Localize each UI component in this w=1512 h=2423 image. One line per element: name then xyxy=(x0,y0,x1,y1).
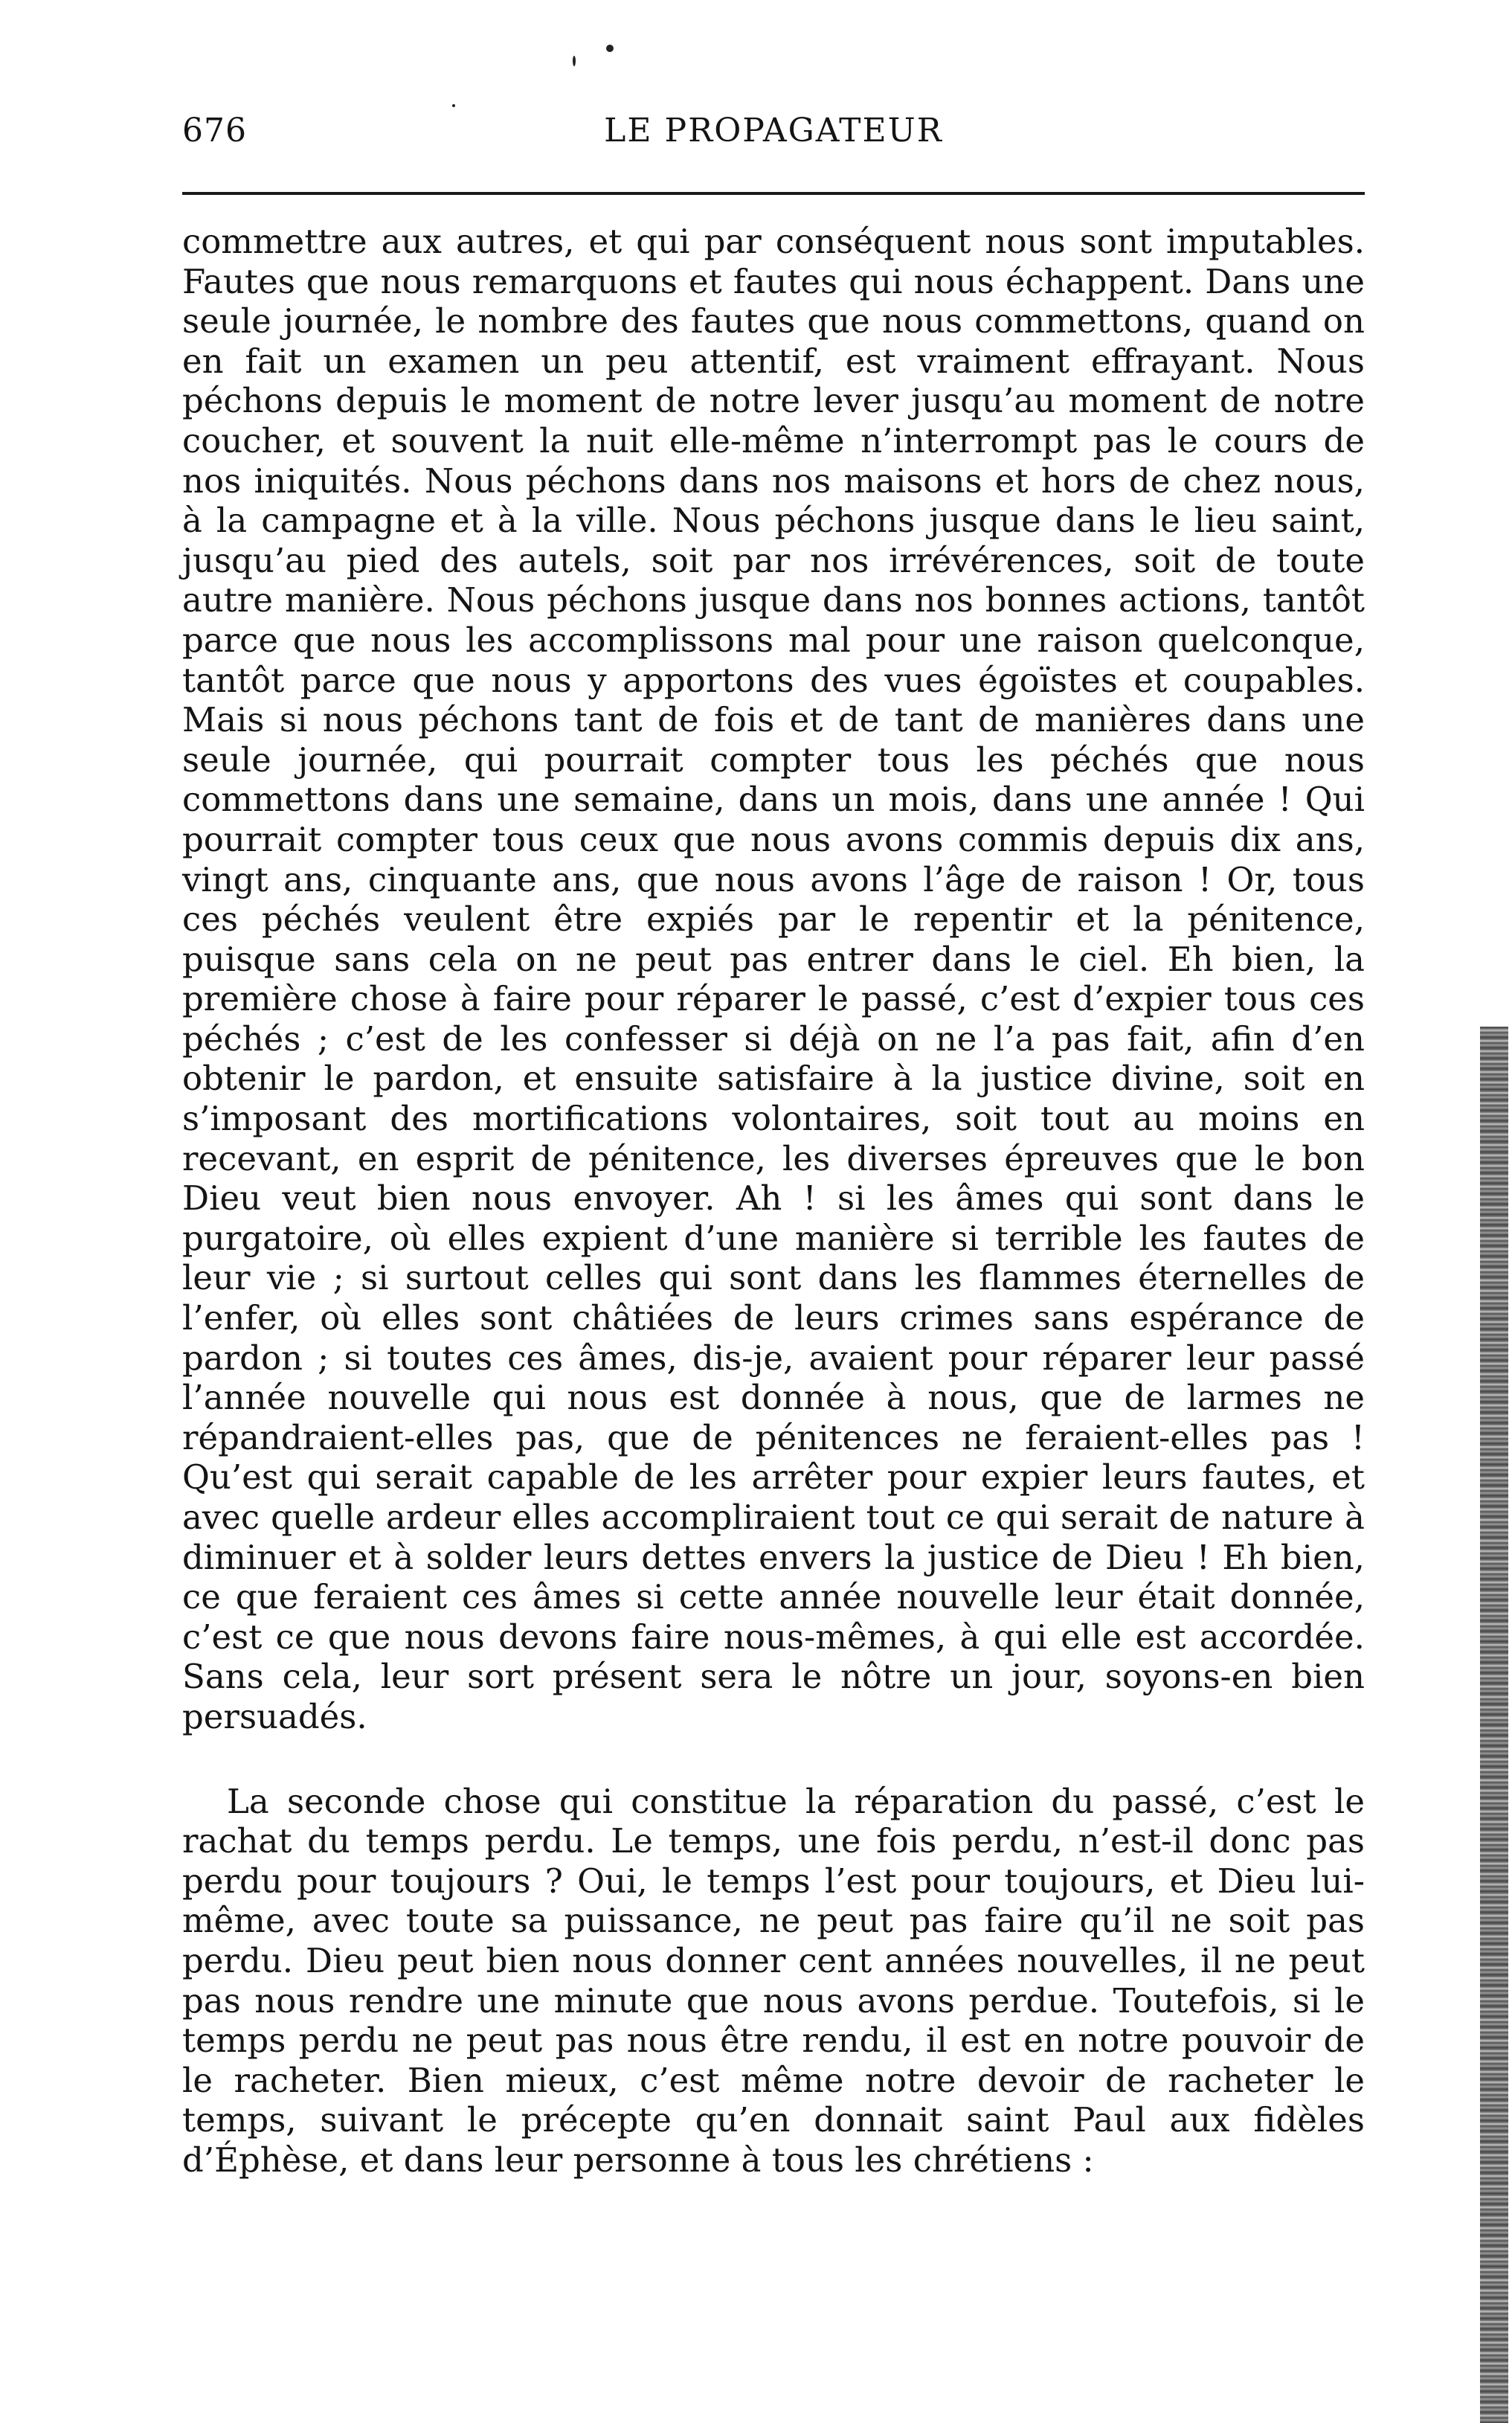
ink-speck xyxy=(452,104,455,107)
header-rule xyxy=(182,192,1365,195)
scan-edge-artifact xyxy=(1480,1027,1508,2423)
page-number: 676 xyxy=(182,112,247,150)
paragraph-2: La seconde chose qui constitue la réparation du passé, c’est le rachat du temps perdu. Le temps, une fois perdu, n’est-il donc pas perdu pour toujours ? Oui, le temps l’est pour toujours, et Dieu lui-même, avec toute sa puissance, ne peut pas faire qu’il ne soit pas perdu. Dieu peut bien nous donner cent années nouvelles, il ne peut pas nous rendre une minute que nous avons perdue. Toutefois, si le temps perdu ne peut pas nous être rendu, il est en notre pouvoir de le racheter. Bien mieux, c’est même notre devoir de racheter le temps, suivant le précepte qu’en donnait saint Paul aux fidèles d’Éphèse, et dans leur personne à tous les chrétiens : xyxy=(182,1781,1365,2180)
body-text xyxy=(182,222,1365,2180)
ink-speck xyxy=(573,56,576,66)
ink-speck xyxy=(606,45,614,52)
page-header xyxy=(182,112,1365,156)
running-title: LE PROPAGATEUR xyxy=(604,112,943,150)
paragraph-1: commettre aux autres, et qui par conséquent nous sont imputables. Fautes que nous remarquons et fautes qui nous échappent. Dans une seule journée, le nombre des fautes que nous commettons, quand on en fait un examen un peu attentif, est vraiment effrayant. Nous péchons depuis le moment de notre lever jusqu’au moment de notre coucher, et souvent la nuit elle-même n’interrompt pas le cours de nos iniquités. Nous péchons dans nos maisons et hors de chez nous, à la campagne et à la ville. Nous péchons jusque dans le lieu saint, jusqu’au pied des autels, soit par nos irrévérences, soit de toute autre manière. Nous péchons jusque dans nos bonnes actions, tantôt parce que nous les accomplissons mal pour une raison quelconque, tantôt parce que nous y apportons des vues égoïstes et coupables. Mais si nous péchons tant de fois et de tant de manières dans une seule journée, qui pourrait compter tous les péchés que nous commettons dans une semaine, dans un mois, dans une année ! Qui pourrait compter tous ceux que nous avons commis depuis dix ans, vingt ans, cinquante ans, que nous avons l’âge de raison ! Or, tous ces péchés veulent être expiés par le repentir et la pénitence, puisque sans cela on ne peut pas entrer dans le ciel. Eh bien, la première chose à faire pour réparer le passé, c’est d’expier tous ces péchés ; c’est de les confesser si déjà on ne l’a pas fait, afin d’en obtenir le pardon, et ensuite satisfaire à la justice divine, soit en s’imposant des mortifications volontaires, soit tout au moins en recevant, en esprit de pénitence, les diverses épreuves que le bon Dieu veut bien nous envoyer. Ah ! si les âmes qui sont dans le purgatoire, où elles expient d’une manière si terrible les fautes de leur vie ; si surtout celles qui sont dans les flammes éternelles de l’enfer, où elles sont châtiées de leurs crimes sans espérance de pardon ; si toutes ces âmes, dis-je, avaient pour réparer leur passé l’année nouvelle qui nous est donnée à nous, que de larmes ne répandraient-elles pas, que de pénitences ne feraient-elles pas ! Qu’est qui serait capable de les arrêter pour expier leurs fautes, et avec quelle ardeur elles accompliraient tout ce qui serait de nature à diminuer et à solder leurs dettes envers la justice de Dieu ! Eh bien, ce que feraient ces âmes si cette année nouvelle leur était donnée, c’est ce que nous devons faire nous-mêmes, à qui elle est accordée. Sans cela, leur sort présent sera le nôtre un jour, soyons-en bien persuadés. xyxy=(182,222,1365,1736)
